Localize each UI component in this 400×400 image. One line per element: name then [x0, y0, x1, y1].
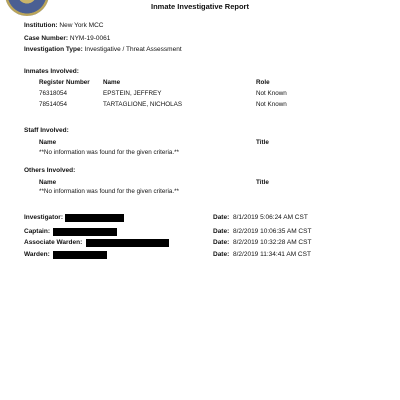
- inmate-name: TARTAGLIONE, NICHOLAS: [103, 101, 183, 108]
- staff-empty-note: **No information was found for the given criteria.**: [39, 149, 180, 156]
- others-heading: Others Involved:: [24, 167, 76, 174]
- institution-label: Institution:: [24, 22, 58, 29]
- redaction-bar: [65, 214, 124, 222]
- warden-date: 8/2/2019 11:34:41 AM CST: [233, 251, 311, 258]
- others-col-name: Name: [39, 179, 57, 186]
- investigator-date-label: Date:: [213, 214, 230, 221]
- case-number-value: NYM-19-0061: [69, 35, 111, 42]
- institution-field: [24, 22, 103, 29]
- inmate-role: Not Known: [256, 101, 287, 108]
- inmates-col-name: Name: [103, 79, 121, 86]
- others-col-title: Title: [256, 179, 269, 186]
- investigator-label: Investigator:: [24, 214, 64, 221]
- warden-label: Warden:: [24, 251, 50, 258]
- institution-value: New York MCC: [59, 22, 104, 29]
- investigation-type-value: Investigative / Threat Assessment: [84, 46, 182, 53]
- report-title: Inmate Investigative Report: [151, 2, 249, 11]
- staff-col-title: Title: [256, 139, 269, 146]
- inmates-col-role: Role: [256, 79, 270, 86]
- staff-heading: Staff Involved:: [24, 127, 69, 134]
- captain-date: 8/2/2019 10:06:35 AM CST: [233, 228, 312, 235]
- inmate-register: 78514054: [39, 101, 68, 108]
- others-empty-note: **No information was found for the given criteria.**: [39, 188, 180, 195]
- investigation-type-field: [24, 46, 182, 53]
- associate-warden-date: 8/2/2019 10:32:28 AM CST: [233, 239, 312, 246]
- inmates-col-register: Register Number: [39, 79, 90, 86]
- warden-date-label: Date:: [213, 251, 230, 258]
- case-number-field: [24, 35, 110, 42]
- case-number-label: Case Number:: [24, 35, 69, 42]
- associate-warden-date-label: Date:: [213, 239, 230, 246]
- inmate-name: EPSTEIN, JEFFREY: [103, 90, 162, 97]
- redaction-bar: [86, 239, 169, 247]
- captain-date-label: Date:: [213, 228, 230, 235]
- staff-col-name: Name: [39, 139, 57, 146]
- inmate-register: 76318054: [39, 90, 68, 97]
- captain-label: Captain:: [24, 228, 50, 235]
- redaction-bar: [53, 228, 117, 236]
- redaction-bar: [53, 251, 107, 259]
- inmates-heading: Inmates Involved:: [24, 68, 79, 75]
- associate-warden-label: Associate Warden:: [24, 239, 83, 246]
- inmate-role: Not Known: [256, 90, 287, 97]
- investigator-date: 8/1/2019 5:06:24 AM CST: [233, 214, 308, 221]
- investigation-type-label: Investigation Type:: [24, 46, 83, 53]
